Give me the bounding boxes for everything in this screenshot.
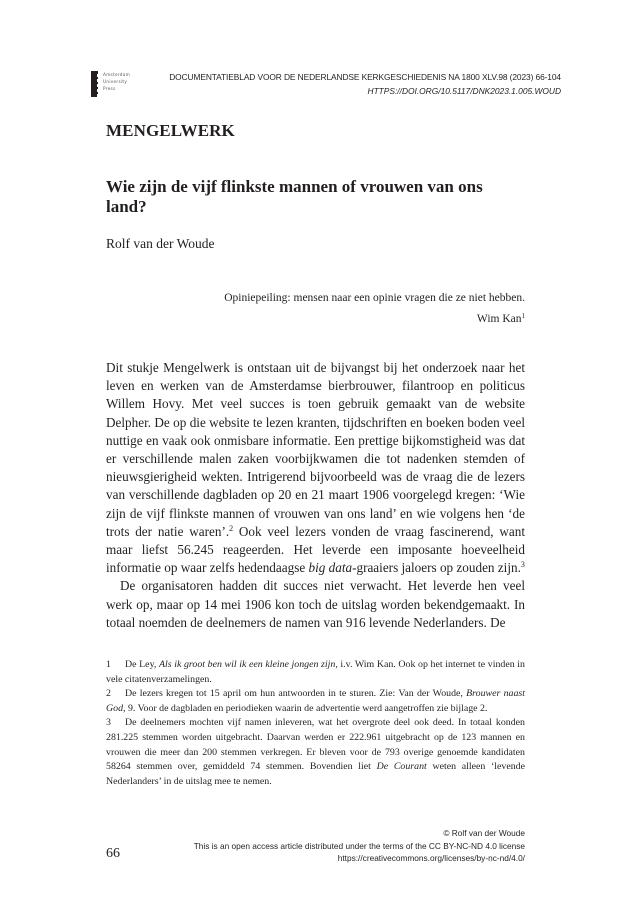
footnote-ref[interactable]: 2	[229, 523, 234, 533]
doi-link[interactable]: HTTPS://DOI.ORG/10.5117/DNK2023.1.005.WOUD	[367, 86, 561, 96]
footnote-ref[interactable]: 1	[521, 312, 525, 320]
author-name: Rolf van der Woude	[106, 236, 215, 251]
logo-text: Amsterdam University Press	[103, 72, 130, 91]
paragraph: De organisatoren hadden dit succes niet verwacht. Het leverde hen veel werk op, maar op 14 mei 1906 kon toch de uitslag worden bekendgemaakt. In totaal noemden de deelnemers de namen van 916 levende Nederlanders. De	[106, 578, 525, 630]
footnote-ref[interactable]: 3	[520, 560, 525, 570]
amsterdam-university-press-logo-icon	[91, 71, 131, 97]
paragraph: Dit stukje Mengelwerk is ontstaan uit de bijvangst bij het onderzoek naar het leven en werken van de Amsterdamse bierbrouwer, filantroop en politicus Willem Hovy. Met veel succes is toen gebruik gemaakt van de website Delpher. De op die website te lezen kranten, tijdschriften en boeken boden veel nuttige en vaak ook onmisbare informatie. Een prettige bijkomstigheid was dat er verschillende malen zaken voorbijkwamen die tot nadenken stemden of nieuwsgierigheid wekten. Intrigerend bijvoorbeeld was de vraag die de lezers van verschillende dagbladen op 20 en 21 maart 1906 voorgelegd kregen: ‘Wie zijn de vijf flinkste mannen of vrouwen van ons land’ en wie volgens hen ‘de trots der natie waren’.$^2$ Ook veel lezers vonden de vraag fascinerend, want maar liefst 56.245 reageerden. Het leverde een imposante hoeveelheid informatie op waar zelfs hedendaagse big data-graaiers jaloers op zouden zijn.$^3$	[106, 360, 525, 576]
page-number: 66	[106, 846, 120, 861]
footnote: 1 De Ley, Als ik groot ben wil ik een kleine jongen zijn, i.v. Wim Kan. Ook op het internet te vinden in vele citatenverzamelingen.	[106, 659, 525, 685]
epigraph	[224, 289, 525, 328]
page-footer	[106, 827, 525, 867]
license-block	[194, 827, 525, 865]
footnote: 2 De lezers kregen tot 15 april om hun antwoorden in te sturen. Zie: Van der Woude, Brouwer naast God, 9. Voor de dagbladen en periodieken waarin de advertentie werd aangetroffen zie bijlage 2.	[106, 688, 525, 714]
article-title: Wie zijn de vijf flinkste mannen of vrouwen van ons land?	[106, 177, 483, 216]
body-text	[106, 359, 525, 632]
section-label: MENGELWERK	[106, 121, 235, 140]
epigraph-quote: Opiniepeiling: mensen naar een opinie vragen die ze niet hebben.	[224, 292, 525, 304]
footnotes	[106, 658, 525, 789]
journal-citation: DOCUMENTATIEBLAD VOOR DE NEDERLANDSE KERKGESCHIEDENIS NA 1800 XLV.98 (2023) 66-104	[169, 72, 561, 82]
footnote-number: 2	[106, 688, 111, 700]
footnote-number: 1	[106, 659, 111, 670]
footnote: 3 De deelnemers mochten vijf namen inleveren, wat het overgrote deel ook deed. In totaal konden 281.225 stemmen worden uitgebracht. Daarvan werden er 222.961 uitgebracht op de 123 mannen en vrouwen die meer dan 200 stemmen verkregen. Er bleven voor de 793 overige genoemde kandidaten 58264 stemmen over, gemiddeld 74 stemmen. Bovendien liet De Courant weten alleen ‘levende Nederlanders’ in de uitslag mee te nemen.	[106, 717, 526, 787]
license-link[interactable]: https://creativecommons.org/licenses/by-nc-nd/4.0/	[337, 853, 525, 863]
footnote-number: 3	[106, 717, 111, 729]
license-text: This is an open access article distributed under the terms of the CC BY-NC-ND 4.0 license	[193, 840, 525, 851]
epigraph-attribution: Wim Kan$^1$	[476, 312, 525, 325]
copyright-notice: © Rolf van der Woude	[443, 828, 525, 838]
page-header	[91, 70, 561, 102]
